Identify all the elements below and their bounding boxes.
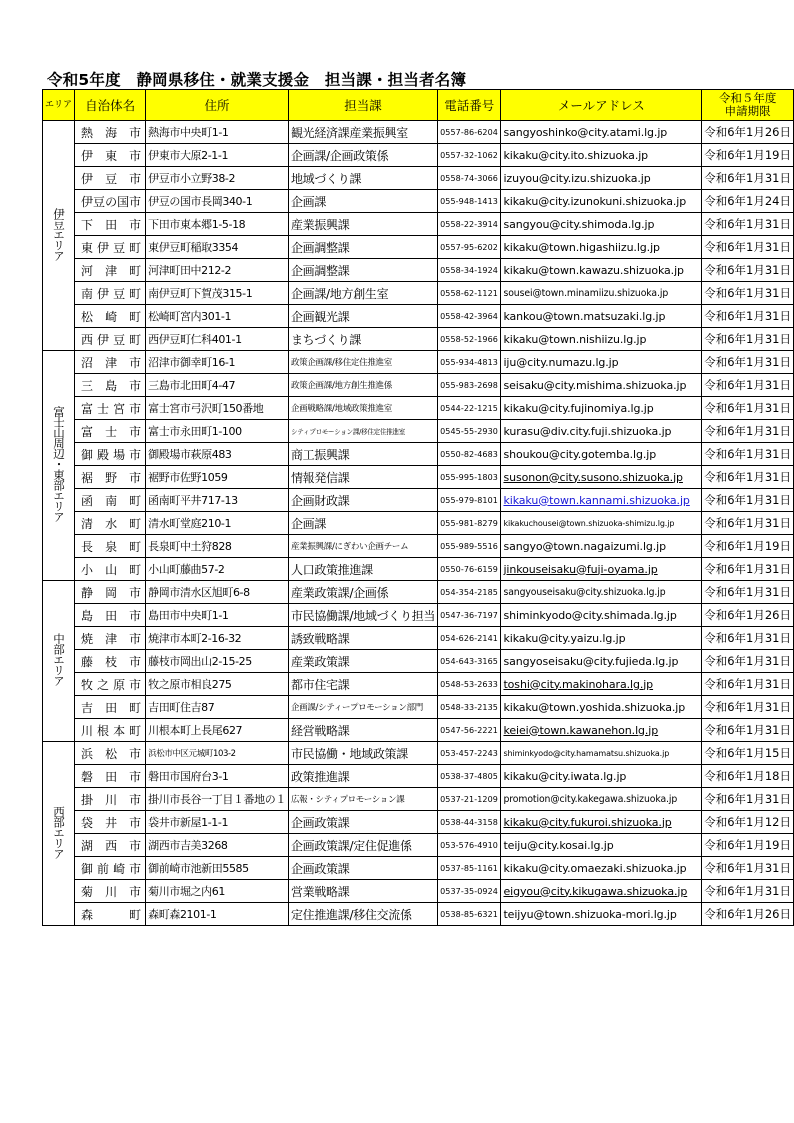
municipality-cell: 御殿場市 bbox=[75, 443, 146, 466]
email-cell[interactable]: kikaku@town.kannami.shizuoka.jp bbox=[501, 489, 702, 512]
header-deadline bbox=[702, 90, 794, 121]
address-cell: 小山町藤曲57-2 bbox=[146, 558, 289, 581]
table-row bbox=[43, 213, 794, 236]
department-cell: 観光経済課産業振興室 bbox=[288, 121, 437, 144]
phone-cell: 0548-33-2135 bbox=[438, 696, 501, 719]
address-cell: 三島市北田町4-47 bbox=[146, 374, 289, 397]
deadline-cell: 令和6年1月31日 bbox=[702, 282, 794, 305]
department-cell: 企画政策課/定住促進係 bbox=[288, 834, 437, 857]
municipality-cell: 磐田市 bbox=[75, 765, 146, 788]
header-department: 担当課 bbox=[288, 90, 437, 121]
department-cell: 市民協働課/地域づくり担当 bbox=[288, 604, 437, 627]
phone-cell: 0558-22-3914 bbox=[438, 213, 501, 236]
phone-cell: 0538-37-4805 bbox=[438, 765, 501, 788]
phone-cell: 055-983-2698 bbox=[438, 374, 501, 397]
phone-cell: 0537-21-1209 bbox=[438, 788, 501, 811]
table-row bbox=[43, 236, 794, 259]
area-cell bbox=[43, 742, 75, 926]
phone-cell: 0558-34-1924 bbox=[438, 259, 501, 282]
deadline-cell: 令和6年1月19日 bbox=[702, 144, 794, 167]
department-cell: 政策企画課/移住定住推進室 bbox=[288, 351, 437, 374]
address-cell: 長泉町中土狩828 bbox=[146, 535, 289, 558]
department-cell: 情報発信課 bbox=[288, 466, 437, 489]
municipality-cell: 東伊豆町 bbox=[75, 236, 146, 259]
table-row bbox=[43, 374, 794, 397]
phone-cell: 0538-85-6321 bbox=[438, 903, 501, 926]
email-cell[interactable]: shiminkyodo@city.shimada.lg.jp bbox=[501, 604, 702, 627]
deadline-cell: 令和6年1月18日 bbox=[702, 765, 794, 788]
phone-cell: 0544-22-1215 bbox=[438, 397, 501, 420]
phone-cell: 0548-53-2633 bbox=[438, 673, 501, 696]
deadline-cell: 令和6年1月31日 bbox=[702, 857, 794, 880]
deadline-cell: 令和6年1月31日 bbox=[702, 581, 794, 604]
address-cell: 吉田町住吉87 bbox=[146, 696, 289, 719]
email-cell[interactable]: shoukou@city.gotemba.lg.jp bbox=[501, 443, 702, 466]
table-row bbox=[43, 420, 794, 443]
table-row bbox=[43, 765, 794, 788]
department-cell: 企画調整課 bbox=[288, 236, 437, 259]
address-cell: 富士市永田町1-100 bbox=[146, 420, 289, 443]
municipality-cell: 湖西市 bbox=[75, 834, 146, 857]
municipality-cell: 伊豆の国市 bbox=[75, 190, 146, 213]
municipality-cell: 牧之原市 bbox=[75, 673, 146, 696]
department-cell: 政策企画課/地方創生推進係 bbox=[288, 374, 437, 397]
address-cell: 湖西市吉美3268 bbox=[146, 834, 289, 857]
deadline-cell: 令和6年1月31日 bbox=[702, 696, 794, 719]
address-cell: 御前崎市池新田5585 bbox=[146, 857, 289, 880]
email-cell[interactable]: kikaku@city.omaezaki.shizuoka.jp bbox=[501, 857, 702, 880]
deadline-cell: 令和6年1月19日 bbox=[702, 834, 794, 857]
email-cell[interactable]: eigyou@city.kikugawa.shizuoka.jp bbox=[501, 880, 702, 903]
area-cell bbox=[43, 581, 75, 742]
department-cell: 定住推進課/移住交流係 bbox=[288, 903, 437, 926]
table-row bbox=[43, 673, 794, 696]
table-row bbox=[43, 466, 794, 489]
contact-table bbox=[42, 89, 794, 926]
phone-cell: 0550-76-6159 bbox=[438, 558, 501, 581]
municipality-cell: 御前崎市 bbox=[75, 857, 146, 880]
deadline-cell: 令和6年1月26日 bbox=[702, 604, 794, 627]
address-cell: 伊豆の国市長岡340-1 bbox=[146, 190, 289, 213]
phone-cell: 0545-55-2930 bbox=[438, 420, 501, 443]
table-row bbox=[43, 121, 794, 144]
address-cell: 河津町田中212-2 bbox=[146, 259, 289, 282]
address-cell: 下田市東本郷1-5-18 bbox=[146, 213, 289, 236]
phone-cell: 0557-95-6202 bbox=[438, 236, 501, 259]
department-cell: 政策推進課 bbox=[288, 765, 437, 788]
department-cell: 広報・シティプロモーション課 bbox=[288, 788, 437, 811]
phone-cell: 055-989-5516 bbox=[438, 535, 501, 558]
email-cell[interactable]: kikaku@town.nishiizu.lg.jp bbox=[501, 328, 702, 351]
email-cell[interactable]: kikaku@town.higashiizu.lg.jp bbox=[501, 236, 702, 259]
email-cell[interactable]: promotion@city.kakegawa.shizuoka.jp bbox=[501, 788, 702, 811]
municipality-cell: 浜松市 bbox=[75, 742, 146, 765]
area-cell bbox=[43, 121, 75, 351]
municipality-cell: 伊豆市 bbox=[75, 167, 146, 190]
deadline-cell: 令和6年1月31日 bbox=[702, 788, 794, 811]
address-cell: 御殿場市萩原483 bbox=[146, 443, 289, 466]
deadline-cell: 令和6年1月31日 bbox=[702, 558, 794, 581]
email-cell[interactable]: sangyouseisaku@city.shizuoka.lg.jp bbox=[501, 581, 702, 604]
table-row bbox=[43, 903, 794, 926]
email-cell[interactable]: kikaku@town.yoshida.shizuoka.jp bbox=[501, 696, 702, 719]
address-cell: 松崎町宮内301-1 bbox=[146, 305, 289, 328]
deadline-cell: 令和6年1月31日 bbox=[702, 167, 794, 190]
municipality-cell: 富士市 bbox=[75, 420, 146, 443]
email-cell[interactable]: kurasu@div.city.fuji.shizuoka.jp bbox=[501, 420, 702, 443]
deadline-cell: 令和6年1月26日 bbox=[702, 121, 794, 144]
department-cell: 経営戦略課 bbox=[288, 719, 437, 742]
email-cell[interactable]: iju@city.numazu.lg.jp bbox=[501, 351, 702, 374]
email-cell[interactable]: kikaku@city.iwata.lg.jp bbox=[501, 765, 702, 788]
municipality-cell: 西伊豆町 bbox=[75, 328, 146, 351]
deadline-cell: 令和6年1月31日 bbox=[702, 305, 794, 328]
email-cell[interactable]: kikaku@city.fujinomiya.lg.jp bbox=[501, 397, 702, 420]
department-cell: 産業政策課 bbox=[288, 650, 437, 673]
phone-cell: 0557-32-1062 bbox=[438, 144, 501, 167]
phone-cell: 053-576-4910 bbox=[438, 834, 501, 857]
table-row bbox=[43, 581, 794, 604]
table-row bbox=[43, 627, 794, 650]
phone-cell: 055-934-4813 bbox=[438, 351, 501, 374]
phone-cell: 054-354-2185 bbox=[438, 581, 501, 604]
deadline-cell: 令和6年1月31日 bbox=[702, 719, 794, 742]
email-cell[interactable]: teiju@city.kosai.lg.jp bbox=[501, 834, 702, 857]
area-label: 西部エリア bbox=[52, 805, 66, 859]
municipality-cell: 清水町 bbox=[75, 512, 146, 535]
email-cell[interactable]: sangyo@town.nagaizumi.lg.jp bbox=[501, 535, 702, 558]
municipality-cell: 函南町 bbox=[75, 489, 146, 512]
address-cell: 清水町堂庭210-1 bbox=[146, 512, 289, 535]
municipality-cell: 南伊豆町 bbox=[75, 282, 146, 305]
phone-cell: 0537-85-1161 bbox=[438, 857, 501, 880]
deadline-cell: 令和6年1月31日 bbox=[702, 420, 794, 443]
table-row bbox=[43, 604, 794, 627]
phone-cell: 0538-44-3158 bbox=[438, 811, 501, 834]
table-row bbox=[43, 512, 794, 535]
department-cell: シティプロモーション課/移住定住推進室 bbox=[288, 420, 437, 443]
phone-cell: 055-995-1803 bbox=[438, 466, 501, 489]
municipality-cell: 沼津市 bbox=[75, 351, 146, 374]
email-cell[interactable]: sousei@town.minamiizu.shizuoka.jp bbox=[501, 282, 702, 305]
phone-cell: 0558-62-1121 bbox=[438, 282, 501, 305]
address-cell: 裾野市佐野1059 bbox=[146, 466, 289, 489]
municipality-cell: 川根本町 bbox=[75, 719, 146, 742]
address-cell: 牧之原市相良275 bbox=[146, 673, 289, 696]
phone-cell: 0537-35-0924 bbox=[438, 880, 501, 903]
deadline-cell: 令和6年1月31日 bbox=[702, 443, 794, 466]
deadline-cell: 令和6年1月31日 bbox=[702, 213, 794, 236]
table-row bbox=[43, 719, 794, 742]
deadline-cell: 令和6年1月31日 bbox=[702, 627, 794, 650]
municipality-cell: 三島市 bbox=[75, 374, 146, 397]
deadline-cell: 令和6年1月31日 bbox=[702, 880, 794, 903]
phone-cell: 0550-82-4683 bbox=[438, 443, 501, 466]
department-cell: 企画課 bbox=[288, 512, 437, 535]
deadline-cell: 令和6年1月31日 bbox=[702, 397, 794, 420]
address-cell: 菊川市堀之内61 bbox=[146, 880, 289, 903]
deadline-cell: 令和6年1月12日 bbox=[702, 811, 794, 834]
department-cell: 企画課/シティープロモーション部門 bbox=[288, 696, 437, 719]
table-row bbox=[43, 351, 794, 374]
phone-cell: 0547-56-2221 bbox=[438, 719, 501, 742]
email-cell[interactable]: sangyou@city.shimoda.lg.jp bbox=[501, 213, 702, 236]
address-cell: 熱海市中央町1-1 bbox=[146, 121, 289, 144]
phone-cell: 0558-52-1966 bbox=[438, 328, 501, 351]
deadline-cell: 令和6年1月31日 bbox=[702, 512, 794, 535]
address-cell: 川根本町上長尾627 bbox=[146, 719, 289, 742]
header-row bbox=[43, 90, 794, 121]
table-row bbox=[43, 650, 794, 673]
table-row bbox=[43, 489, 794, 512]
email-cell[interactable]: teijyu@town.shizuoka-mori.lg.jp bbox=[501, 903, 702, 926]
municipality-cell: 小山町 bbox=[75, 558, 146, 581]
deadline-cell: 令和6年1月31日 bbox=[702, 236, 794, 259]
table-body bbox=[43, 121, 794, 926]
table-row bbox=[43, 535, 794, 558]
header-address: 住所 bbox=[146, 90, 289, 121]
email-cell[interactable]: shiminkyodo@city.hamamatsu.shizuoka.jp bbox=[501, 742, 702, 765]
table-row bbox=[43, 328, 794, 351]
municipality-cell: 吉田町 bbox=[75, 696, 146, 719]
table-row bbox=[43, 259, 794, 282]
email-cell[interactable]: toshi@city.makinohara.lg.jp bbox=[501, 673, 702, 696]
table-row bbox=[43, 190, 794, 213]
municipality-cell: 島田市 bbox=[75, 604, 146, 627]
address-cell: 西伊豆町仁科401-1 bbox=[146, 328, 289, 351]
department-cell: 商工振興課 bbox=[288, 443, 437, 466]
municipality-cell: 河津町 bbox=[75, 259, 146, 282]
table-row bbox=[43, 696, 794, 719]
area-cell bbox=[43, 351, 75, 581]
address-cell: 南伊豆町下賀茂315-1 bbox=[146, 282, 289, 305]
address-cell: 掛川市長谷一丁目１番地の１ bbox=[146, 788, 289, 811]
table-row bbox=[43, 788, 794, 811]
table-row bbox=[43, 857, 794, 880]
deadline-cell: 令和6年1月31日 bbox=[702, 351, 794, 374]
deadline-cell: 令和6年1月31日 bbox=[702, 673, 794, 696]
municipality-cell: 焼津市 bbox=[75, 627, 146, 650]
email-cell[interactable]: kikaku@city.fukuroi.shizuoka.jp bbox=[501, 811, 702, 834]
department-cell: 企画観光課 bbox=[288, 305, 437, 328]
header-deadline-line2: 申請期限 bbox=[724, 104, 771, 118]
department-cell: 産業振興課/にぎわい企画チーム bbox=[288, 535, 437, 558]
department-cell: 都市住宅課 bbox=[288, 673, 437, 696]
email-cell[interactable]: kikaku@city.yaizu.lg.jp bbox=[501, 627, 702, 650]
header-phone: 電話番号 bbox=[438, 90, 501, 121]
phone-cell: 054-626-2141 bbox=[438, 627, 501, 650]
municipality-cell: 熱海市 bbox=[75, 121, 146, 144]
phone-cell: 0558-42-3964 bbox=[438, 305, 501, 328]
address-cell: 浜松市中区元城町103-2 bbox=[146, 742, 289, 765]
table-row bbox=[43, 397, 794, 420]
municipality-cell: 静岡市 bbox=[75, 581, 146, 604]
area-label: 富士山周辺・東部エリア bbox=[52, 406, 66, 522]
address-cell: 静岡市清水区旭町6-8 bbox=[146, 581, 289, 604]
phone-cell: 055-979-8101 bbox=[438, 489, 501, 512]
table-row bbox=[43, 558, 794, 581]
header-area: エリア bbox=[43, 90, 75, 121]
address-cell: 沼津市御幸町16-1 bbox=[146, 351, 289, 374]
phone-cell: 055-981-8279 bbox=[438, 512, 501, 535]
municipality-cell: 菊川市 bbox=[75, 880, 146, 903]
address-cell: 藤枝市岡出山2-15-25 bbox=[146, 650, 289, 673]
address-cell: 伊豆市小立野38-2 bbox=[146, 167, 289, 190]
table-row bbox=[43, 742, 794, 765]
header-email: メールアドレス bbox=[501, 90, 702, 121]
department-cell: まちづくり課 bbox=[288, 328, 437, 351]
address-cell: 島田市中央町1-1 bbox=[146, 604, 289, 627]
phone-cell: 053-457-2243 bbox=[438, 742, 501, 765]
email-cell[interactable]: keiei@town.kawanehon.lg.jp bbox=[501, 719, 702, 742]
department-cell: 地域づくり課 bbox=[288, 167, 437, 190]
phone-cell: 055-948-1413 bbox=[438, 190, 501, 213]
header-municipality: 自治体名 bbox=[75, 90, 146, 121]
phone-cell: 0547-36-7197 bbox=[438, 604, 501, 627]
email-cell[interactable]: kankou@town.matsuzaki.lg.jp bbox=[501, 305, 702, 328]
department-cell: 企画課/企画政策係 bbox=[288, 144, 437, 167]
email-cell[interactable]: kikaku@city.ito.shizuoka.jp bbox=[501, 144, 702, 167]
municipality-cell: 富士宮市 bbox=[75, 397, 146, 420]
department-cell: 企画調整課 bbox=[288, 259, 437, 282]
email-cell[interactable]: kikaku@town.kawazu.shizuoka.jp bbox=[501, 259, 702, 282]
area-label: 伊豆エリア bbox=[52, 207, 66, 261]
deadline-cell: 令和6年1月31日 bbox=[702, 489, 794, 512]
table-row bbox=[43, 167, 794, 190]
address-cell: 函南町平井717-13 bbox=[146, 489, 289, 512]
department-cell: 企画政策課 bbox=[288, 857, 437, 880]
department-cell: 営業戦略課 bbox=[288, 880, 437, 903]
email-cell[interactable]: kikaku@city.izunokuni.shizuoka.jp bbox=[501, 190, 702, 213]
email-cell[interactable]: jinkouseisaku@fuji-oyama.jp bbox=[501, 558, 702, 581]
municipality-cell: 伊東市 bbox=[75, 144, 146, 167]
department-cell: 誘致戦略課 bbox=[288, 627, 437, 650]
deadline-cell: 令和6年1月31日 bbox=[702, 328, 794, 351]
email-cell[interactable]: seisaku@city.mishima.shizuoka.jp bbox=[501, 374, 702, 397]
address-cell: 磐田市国府台3-1 bbox=[146, 765, 289, 788]
email-cell[interactable]: sangyoshinko@city.atami.lg.jp bbox=[501, 121, 702, 144]
deadline-cell: 令和6年1月26日 bbox=[702, 903, 794, 926]
municipality-cell: 裾野市 bbox=[75, 466, 146, 489]
municipality-cell: 下田市 bbox=[75, 213, 146, 236]
table-row bbox=[43, 834, 794, 857]
address-cell: 焼津市本町2-16-32 bbox=[146, 627, 289, 650]
department-cell: 市民協働・地域政策課 bbox=[288, 742, 437, 765]
department-cell: 企画戦略課/地域政策推進室 bbox=[288, 397, 437, 420]
department-cell: 産業政策課/企画係 bbox=[288, 581, 437, 604]
table-row bbox=[43, 880, 794, 903]
deadline-cell: 令和6年1月19日 bbox=[702, 535, 794, 558]
department-cell: 企画財政課 bbox=[288, 489, 437, 512]
department-cell: 企画課/地方創生室 bbox=[288, 282, 437, 305]
email-cell[interactable]: kikakuchousei@town.shizuoka-shimizu.lg.jp bbox=[501, 512, 702, 535]
department-cell: 産業振興課 bbox=[288, 213, 437, 236]
municipality-cell: 掛川市 bbox=[75, 788, 146, 811]
department-cell: 企画政策課 bbox=[288, 811, 437, 834]
deadline-cell: 令和6年1月31日 bbox=[702, 466, 794, 489]
municipality-cell: 松崎町 bbox=[75, 305, 146, 328]
deadline-cell: 令和6年1月31日 bbox=[702, 650, 794, 673]
department-cell: 企画課 bbox=[288, 190, 437, 213]
address-cell: 富士宮市弓沢町150番地 bbox=[146, 397, 289, 420]
email-cell[interactable]: susonon@city.susono.shizuoka.jp bbox=[501, 466, 702, 489]
table-row bbox=[43, 144, 794, 167]
area-label: 中部エリア bbox=[52, 633, 66, 686]
phone-cell: 0557-86-6204 bbox=[438, 121, 501, 144]
municipality-cell: 長泉町 bbox=[75, 535, 146, 558]
phone-cell: 054-643-3165 bbox=[438, 650, 501, 673]
municipality-cell: 藤枝市 bbox=[75, 650, 146, 673]
address-cell: 伊東市大原2-1-1 bbox=[146, 144, 289, 167]
header-deadline-line1: 令和５年度 bbox=[718, 91, 777, 105]
deadline-cell: 令和6年1月31日 bbox=[702, 259, 794, 282]
email-cell[interactable]: sangyoseisaku@city.fujieda.lg.jp bbox=[501, 650, 702, 673]
deadline-cell: 令和6年1月15日 bbox=[702, 742, 794, 765]
deadline-cell: 令和6年1月31日 bbox=[702, 374, 794, 397]
address-cell: 東伊豆町稲取3354 bbox=[146, 236, 289, 259]
table-row bbox=[43, 305, 794, 328]
table-row bbox=[43, 282, 794, 305]
address-cell: 袋井市新屋1-1-1 bbox=[146, 811, 289, 834]
deadline-cell: 令和6年1月24日 bbox=[702, 190, 794, 213]
email-cell[interactable]: izuyou@city.izu.shizuoka.jp bbox=[501, 167, 702, 190]
address-cell: 森町森2101-1 bbox=[146, 903, 289, 926]
page-title: 令和5年度 静岡県移住・就業支援金 担当課・担当者名簿 bbox=[47, 71, 467, 89]
table-row bbox=[43, 443, 794, 466]
phone-cell: 0558-74-3066 bbox=[438, 167, 501, 190]
department-cell: 人口政策推進課 bbox=[288, 558, 437, 581]
municipality-cell: 森町 bbox=[75, 903, 146, 926]
municipality-cell: 袋井市 bbox=[75, 811, 146, 834]
table-row bbox=[43, 811, 794, 834]
